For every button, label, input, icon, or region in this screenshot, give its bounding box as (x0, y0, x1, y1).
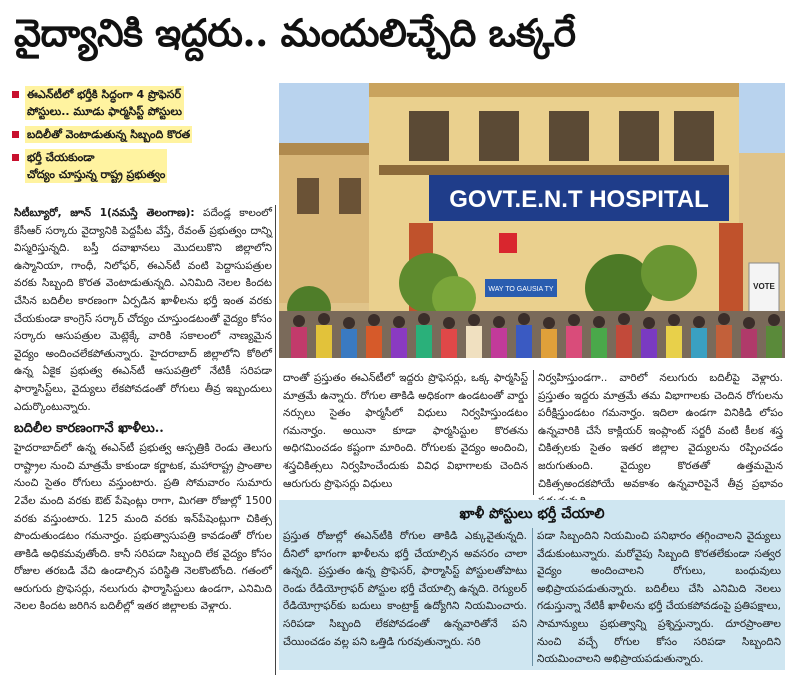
hospital-photo (279, 83, 785, 358)
bullet-item (12, 149, 274, 183)
bullet-square-icon (12, 131, 19, 138)
bullet-line: చోద్యం చూస్తున్న రాష్ట్ర ప్రభుత్వం (27, 168, 166, 181)
article-column-2 (283, 370, 528, 495)
direction-sign-text: WAY TO GAUSIA TY (488, 286, 554, 293)
box-title: ఖాళీ పోస్టులు భర్తీ చేయాలి (459, 506, 605, 522)
bullet-line: పోస్టులు.. మూడు ఫార్మసిస్ట్‌ పోస్టులు (27, 105, 182, 118)
box-divider (532, 528, 533, 666)
bullet-line: బదిలీతో వెంటాడుతున్న సిబ్బంది కొరత (27, 128, 191, 141)
bullet-square-icon (12, 154, 19, 161)
sidebar-box (279, 500, 785, 670)
headline: వైద్యానికి ఇద్దరు.. మందులిచ్చేది ఒక్కరే (14, 10, 576, 55)
article-column-1 (14, 205, 272, 675)
bullet-item (12, 126, 274, 143)
box-column-2 (537, 528, 781, 668)
article-paragraph: హైదరాబాద్‌లో ఉన్న ఈఎన్‌టీ ప్రభుత్వ ఆస్పత్రికి రెండు తెలుగు రాష్ట్రాల నుంచి మాత్రమే కాకుండా కర్ణాటక, మహారాష్ట్ర ప్రాంతాల నుంచి సైతం రోగులు వస్తుంటారు. ప్రతి సోమవారం సుమారు 2వేల మంది వరకు ఔట్‌ పేషెంట్లు రాగా, మిగతా రోజుల్లో 1500 వరకు వస్తుంటారు. 125 మంది వరకు ఇన్‌పేషెంట్లుగా చికిత్స పొందుతుండటం గమనార్హం. ప్రభుత్వాసుపత్రి కావడంతో రోగుల తాకిడి అధికమవుతోంది. కానీ సరిపడా సిబ్బంది లేక వైద్యం కోసం రోజుల తరబడి వేచి ఉండాల్సిన పరిస్థితి నెలకొంటోంది. గతంలో ఆరుగురు ప్రొఫెసర్లు, నలుగురు ఫార్మాసిస్టులు ఉండగా, ఎనిమిది నెలల కిందట జరిగిన బదిలీల్లో ఇతర జిల్లాలకు వెళ్లారు. (14, 442, 272, 613)
column-divider (533, 370, 534, 495)
box-paragraph: పడా సిబ్బందిని నియమించి పనిభారం తగ్గించాలని వైద్యులు వేడుకుంటున్నారు. మరోవైపు సిబ్బంది కొరతలేకుండా సత్వర వైద్యం అందించాలని రోగులు, బంధువులు అభిప్రాయపడుతున్నారు. బదిలీలు చేసి ఎనిమిది నెలలు గడుస్తున్నా నేటికీ ఖాళీలను భర్తీ చేయకపోవడంపై ప్రతిపక్షాలు, సామాన్యులు ప్రభుత్వాన్ని ప్రశ్నిస్తున్నారు. దూరప్రాంతాల నుంచి వచ్చే రోగుల కోసం సరిపడా సిబ్బందిని నియమించాలని అభిప్రాయపడుతున్నారు. (537, 530, 781, 666)
bullet-square-icon (12, 91, 19, 98)
box-column-1 (283, 528, 527, 668)
bullet-line: భర్తీ చేయకుండా (25, 149, 167, 166)
article-paragraph: పదేండ్ల కాలంలో కేసీఆర్‌ సర్కారు వైద్యానికి పెద్దపీట వేస్తే, రేవంత్‌ ప్రభుత్వం దాన్ని విస్మరిస్తున్నది. బస్తీ దవాఖానలు మొదలుకొని జిల్లాలోని ఉస్మానియా, గాంధీ, నిలోఫర్‌, ఈఎన్‌టీ వంటి పెద్దాసుపత్రుల వరకు సిబ్బంది కొరత వెంటాడుతున్నది. ఎనిమిది నెలల కిందట చేసిన బదిలీల కారణంగా ఏర్పడిన ఖాళీలను భర్తీ ఇంత వరకు చేయకుండా కాంగ్రెస్‌ సర్కార్‌ చోద్యం చూస్తుండటంతో వైద్యం కోసం సర్కారు ఆసుపత్రుల మెట్లెక్కే వారికి సకాలంలో నాణ్యమైన వైద్యం అందించలేకపోతున్నారు. హైదరాబాద్‌ జిల్లాలోని కోఠిలో ఉన్న ఏకైక ప్రభుత్వ ఈఎన్‌టీ ఆసుపత్రిలో నేటికీ సరిపడా ఫార్మాసిస్ట్‌లు, వైద్యులు లేకపోవడంతో రోగులు తీవ్ర ఇబ్బందులు ఎదుర్కొంటున్నారు. (14, 207, 272, 413)
article-paragraph: దాంతో ప్రస్తుతం ఈఎన్‌టీలో ఇద్దరు ప్రొఫెసర్లు, ఒక్క ఫార్మసిస్ట్‌ మాత్రమే ఉన్నారు. రోగుల తాకిడి అధికంగా ఉండటంతో వార్డు నర్సులు సైతం ఫార్మసీలో విధులు నిర్వహిస్తుండటం గమనార్హం. అయినా కూడా ఫార్మసిస్టుల కొరతను అధిగమించడం కష్టంగా మారింది. రోగులకు వైద్యం అందించి, శస్త్రచికిత్సలు నిర్వహించేందుకు వివిధ విభాగాలకు చెందిన ఆరుగురు ప్రొఫెసర్లు విధులు (283, 372, 528, 490)
box-paragraph: ప్రస్తుత రోజుల్లో ఈఎన్‌టీకి రోగుల తాకిడి ఎక్కువైతున్నది. దీనిలో భాగంగా ఖాళీలను భర్తీ చేయాల్సిన అవసరం చాలా ఉన్నది. ప్రస్తుతం ఉన్న ప్రొఫెసర్‌, ఫార్మాసిస్ట్‌ పోస్టులతోపాటు రెండు రేడియోగ్రాఫర్‌ పోస్టుల భర్తీ చేయాల్సి ఉన్నది. రెగ్యులర్‌ రేడియోగ్రాఫర్‌కు బదులు కాంట్రాక్ట్‌ ఉద్యోగిని నియమించారు. సరిపడా సిబ్బంది లేకపోవడంతో ఉన్నవారితోనే పని చేయించడం వల్ల పని ఒత్తిడి గురవుతున్నారు. సరి (283, 530, 527, 648)
bullet-line: ఈఎన్‌టీలో భర్తీకి సిద్ధంగా 4 ప్రొఫెసర్‌ (25, 86, 184, 103)
article-column-3 (538, 370, 783, 495)
bullet-list (12, 86, 274, 189)
article-paragraph: నిర్వహిస్తుండగా.. వారిలో నలుగురు బదిలీపై వెళ్లారు. ప్రస్తుతం ఇద్దరు మాత్రమే తమ విభాగాలకు చెందిన రోగులను పరీక్షిస్తుండటం గమనార్హం. ఇదిలా ఉండగా వినికిడి లోపం ఉన్నవారికి చేసే కాక్లియర్‌ ఇంప్లాంట్‌ సర్జరీ వంటి కీలక శస్త్ర చికిత్సలకు సైతం ఇతర జిల్లాల వైద్యులను రప్పించడం జరుగుతుంది. వైద్యుల కొరతతో ఉత్తమమైన చికిత్సఅందకపోయే అవకాశం ఉన్నవారిపైనే తీవ్ర ప్రభావం (538, 372, 783, 490)
column-divider (275, 205, 276, 675)
hospital-sign-text: GOVT.E.N.T HOSPITAL (449, 186, 709, 213)
dateline: సిటీబ్యూరో, జూన్‌ 1(నమస్తే తెలంగాణ): (14, 207, 195, 219)
vote-sign-text: VOTE (753, 282, 775, 291)
bullet-item (12, 86, 274, 120)
subheading: బదిలీల కారణంగానే ఖాళీలు.. (14, 421, 164, 437)
